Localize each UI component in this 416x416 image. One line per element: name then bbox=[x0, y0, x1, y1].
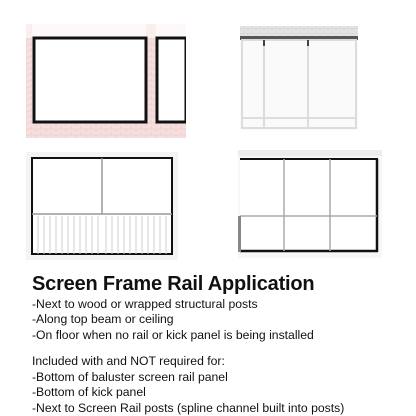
list-item: -On floor when no rail or kick panel is being installed bbox=[32, 327, 314, 342]
included-list bbox=[32, 370, 344, 416]
included-heading: Included with and NOT required for: bbox=[32, 354, 225, 368]
illustration-top-beam bbox=[240, 26, 358, 130]
illustration-floor-kick-panel bbox=[238, 150, 382, 258]
illustration-brick-posts bbox=[26, 24, 186, 138]
list-item: -Along top beam or ceiling bbox=[32, 312, 174, 327]
list-item: -Next to Screen Rail posts (spline channel built into posts) bbox=[32, 400, 345, 415]
list-item: -Bottom of baluster screen rail panel bbox=[32, 370, 228, 384]
list-item: -Next to wood or wrapped structural posts bbox=[32, 297, 258, 311]
page-title: Screen Frame Rail Application bbox=[32, 273, 315, 295]
uses-list bbox=[32, 297, 314, 343]
illustration-baluster-panel bbox=[26, 152, 178, 260]
list-item: -Bottom of kick panel bbox=[32, 385, 146, 400]
